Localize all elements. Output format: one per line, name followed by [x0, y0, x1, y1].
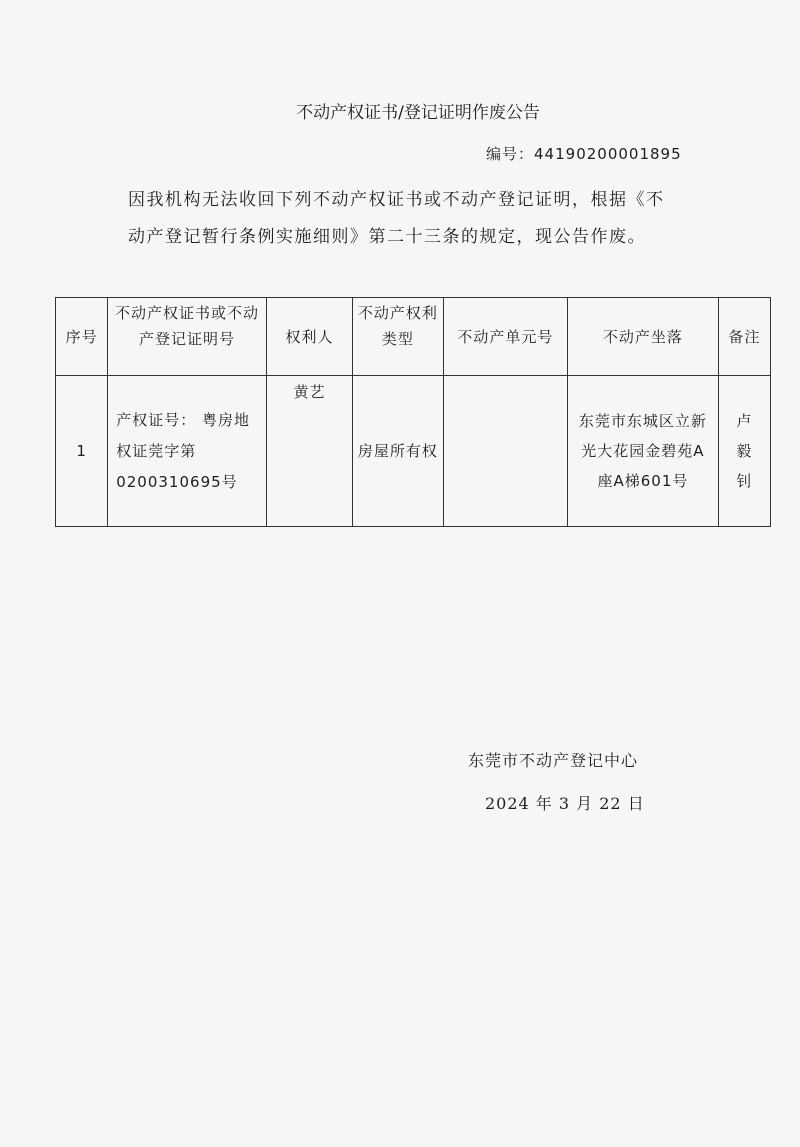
header-note: 备注 [718, 298, 770, 376]
cell-owner: 黄艺 [266, 376, 352, 527]
issuing-organization: 东莞市不动产登记中心 [468, 751, 639, 770]
cell-certificate-number: 产权证号： 粤房地权证莞字第0200310695号 [108, 376, 267, 527]
announcement-paragraph [128, 182, 728, 256]
table-header-row [56, 298, 771, 376]
paragraph-line-2: 动产登记暂行条例实施细则》第二十三条的规定，现公告作废。 [128, 227, 646, 247]
cell-note: 卢毅钊 [718, 376, 770, 527]
certificate-table [55, 297, 771, 527]
cell-right-type: 房屋所有权 [353, 376, 443, 527]
document-number-label: 编号： [486, 145, 535, 163]
header-seq: 序号 [56, 298, 108, 376]
page-title: 不动产权证书/登记证明作废公告 [296, 103, 540, 123]
table-row [56, 376, 771, 527]
header-location: 不动产坐落 [568, 298, 719, 376]
paragraph-line-1: 因我机构无法收回下列不动产权证书或不动产登记证明，根据《不 [128, 190, 665, 210]
header-unit-number: 不动产单元号 [443, 298, 568, 376]
header-owner: 权利人 [266, 298, 352, 376]
issue-date: 2024 年 3 月 22 日 [485, 794, 645, 813]
cell-unit-number [443, 376, 568, 527]
header-certificate-number: 不动产权证书或不动产登记证明号 [108, 298, 267, 376]
cell-location: 东莞市东城区立新光大花园金碧苑A座A梯601号 [568, 376, 719, 527]
cell-seq: 1 [56, 376, 108, 527]
document-number [486, 143, 682, 164]
header-right-type: 不动产权利类型 [353, 298, 443, 376]
document-number-value: 44190200001895 [534, 145, 682, 163]
